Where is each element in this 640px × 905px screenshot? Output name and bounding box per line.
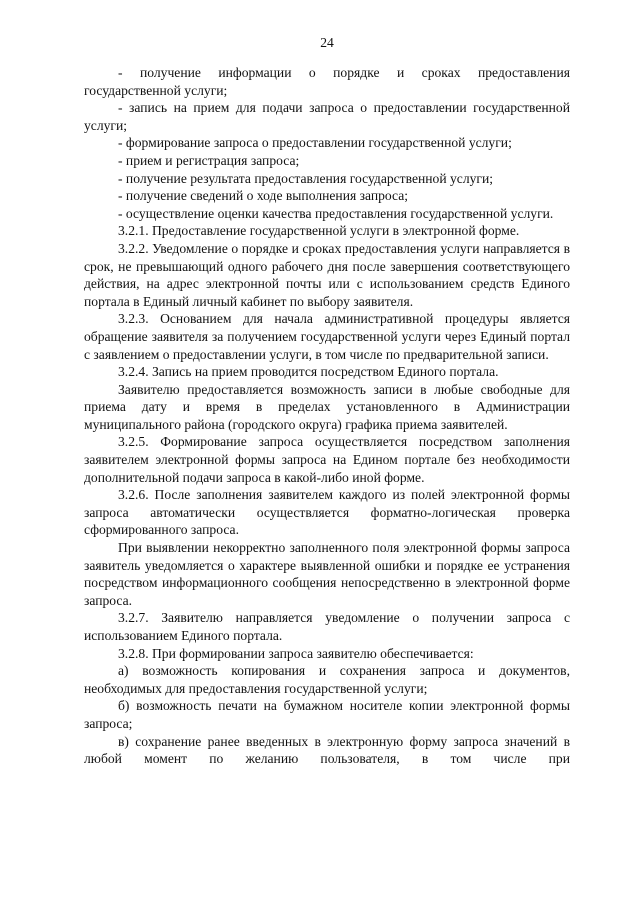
paragraph: 3.2.1. Предоставление государственной услуги в электронной форме. (118, 223, 520, 239)
paragraph: 3.2.2. Уведомление о порядке и сроках предоставления услуги направляется в срок, не превышающий одного рабочего дня после завершения соответствующего действия, на адрес электронной почты или с использованием средств Единого портала в Единый личный кабинет по выбору заявителя. (84, 240, 570, 309)
paragraph: в) сохранение ранее введенных в электронную форму запроса значений в любой момент по желанию пользователя, в том числе при (84, 733, 570, 767)
paragraph: - осуществление оценки качества предоставления государственной услуги. (118, 205, 554, 221)
paragraph: - запись на прием для подачи запроса о предоставлении государственной услуги; (84, 100, 570, 133)
paragraph: - получение сведений о ходе выполнения запроса; (118, 188, 409, 204)
paragraph: 3.2.8. При формировании запроса заявителю обеспечивается: (118, 645, 474, 661)
paragraph: - прием и регистрация запроса; (118, 152, 300, 168)
paragraph: 3.2.7. Заявителю направляется уведомление о получении запроса с использованием Единого портала. (84, 610, 570, 643)
paragraph: 3.2.5. Формирование запроса осуществляется посредством заполнения заявителем электронной формы запроса на Едином портале без необходимости дополнительной подачи запроса в какой-либо иной форме. (84, 434, 570, 485)
paragraph: - получение результата предоставления государственной услуги; (118, 170, 494, 186)
paragraph: - получение информации о порядке и сроках предоставления государственной услуги; (84, 65, 570, 98)
paragraph: При выявлении некорректно заполненного поля электронной формы запроса заявитель уведомляется о характере выявленной ошибки и порядке ее устранения посредством информационного сообщения непосредственно в электронной форме запроса. (84, 540, 570, 608)
document-page (84, 34, 570, 768)
paragraph: 3.2.3. Основанием для начала административной процедуры является обращение заявителя за получением государственной услуги через Единый портал с заявлением о предоставлении услуги, в том числе по предварительной записи. (84, 311, 570, 362)
paragraph: б) возможность печати на бумажном носителе копии электронной формы запроса; (84, 698, 570, 731)
paragraph: 3.2.6. После заполнения заявителем каждого из полей электронной формы запроса автоматически осуществляется форматно-логическая проверка сформированного запроса. (84, 487, 570, 538)
paragraph: а) возможность копирования и сохранения запроса и документов, необходимых для предоставления государственной услуги; (84, 663, 570, 696)
paragraph: 3.2.4. Запись на прием проводится посредством Единого портала. (118, 364, 499, 380)
paragraph: - формирование запроса о предоставлении государственной услуги; (118, 135, 512, 151)
page-number: 24 (320, 35, 334, 50)
paragraph: Заявителю предоставляется возможность записи в любые свободные для приема дату и время в пределах установленного в Администрации муниципального района (городского округа) графика приема заявителей. (84, 381, 570, 432)
